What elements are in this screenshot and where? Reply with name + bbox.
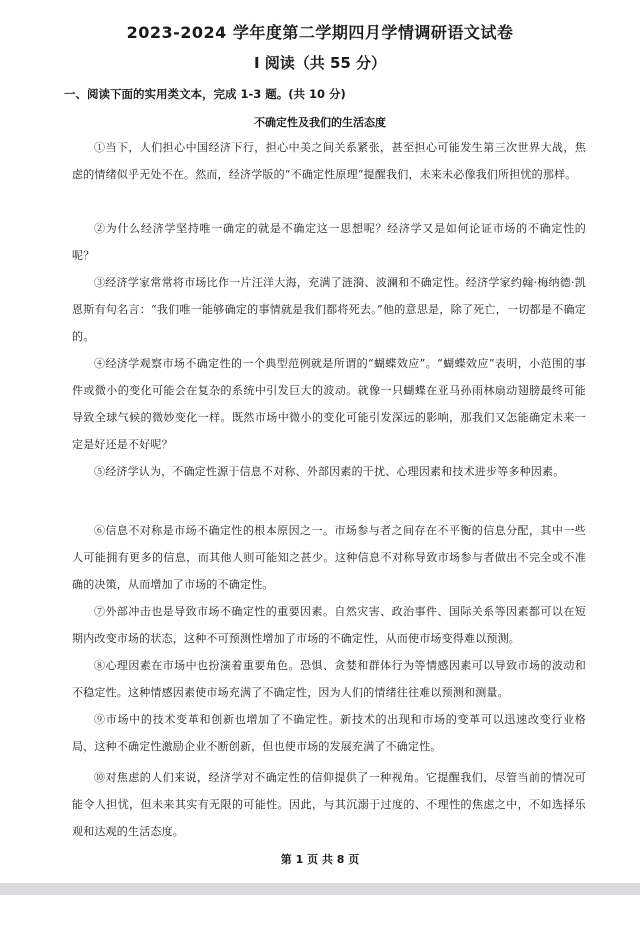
paragraph-5: ⑤经济学认为，不确定性源于信息不对称、外部因素的干扰、心理因素和技术进步等多种因素。 — [94, 465, 565, 478]
section-title: I 阅读（共 55 分） — [253, 54, 387, 72]
paragraph-9: ⑨市场中的技术变革和创新也增加了不确定性。新技术的出现和市场的变革可以迅速改变行业格局，这种不确定性激励企业不断创新，但也使市场的发展充满了不确定性。 — [72, 713, 586, 753]
page-separator-bar — [0, 883, 640, 895]
paragraph-4: ④经济学观察市场不确定性的一个典型范例就是所谓的“蝴蝶效应”。“蝴蝶效应”表明，小范围的事件或微小的变化可能会在复杂的系统中引发巨大的波动。就像一只蝴蝶在亚马孙雨林扇动翅膀最终可能导致全球气候的微妙变化一样。既然市场中微小的变化可能引发深远的影响，那我们又怎能确定未来一定是好还是不好呢？ — [72, 357, 586, 451]
paragraph-3: ③经济学家常常将市场比作一片汪洋大海，充满了涟漪、波澜和不确定性。经济学家约翰·梅纳德·凯恩斯有句名言：“我们唯一能够确定的事情就是我们都将死去。”他的意思是，除了死亡，一切都是不确定的。 — [72, 276, 586, 343]
paragraph-2: ②为什么经济学坚持唯一确定的就是不确定这一思想呢？经济学又是如何论证市场的不确定性的呢？ — [72, 222, 586, 262]
article-title: 不确定性及我们的生活态度 — [254, 116, 386, 129]
paragraph-1: ①当下，人们担心中国经济下行，担心中美之间关系紧张，甚至担心可能发生第三次世界大战，焦虑的情绪似乎无处不在。然而，经济学版的“不确定性原理”提醒我们，未来未必像我们所担忧的那样。 — [72, 141, 586, 181]
viewer-blank-area — [0, 895, 640, 943]
paragraph-8: ⑧心理因素在市场中也扮演着重要角色。恐惧、贪婪和群体行为等情感因素可以导致市场的波动和不稳定性。这种情感因素使市场充满了不确定性，因为人们的情绪往往难以预测和测量。 — [72, 659, 586, 699]
paragraph-6: ⑥信息不对称是市场不确定性的根本原因之一。市场参与者之间存在不平衡的信息分配，其中一些人可能拥有更多的信息，而其他人则可能知之甚少。这种信息不对称导致市场参与者做出不完全或不准确的决策，从而增加了市场的不确定性。 — [72, 524, 586, 591]
question-heading: 一、阅读下面的实用类文本，完成 1-3 题。(共 10 分) — [64, 87, 346, 101]
page-number: 第 1 页 共 8 页 — [280, 853, 360, 866]
paragraph-10: ⑩对焦虑的人们来说，经济学对不确定性的信仰提供了一种视角。它提醒我们，尽管当前的情况可能令人担忧，但未来其实有无限的可能性。因此，与其沉溺于过度的、不理性的焦虑之中，不如选择乐观和达观的生活态度。 — [72, 771, 586, 838]
paragraph-7: ⑦外部冲击也是导致市场不确定性的重要因素。自然灾害、政治事件、国际关系等因素都可以在短期内改变市场的状态，这种不可预测性增加了市场的不确定性，从而使市场变得难以预测。 — [72, 605, 586, 645]
exam-title: 2023-2024 学年度第二学期四月学情调研语文试卷 — [126, 23, 514, 42]
